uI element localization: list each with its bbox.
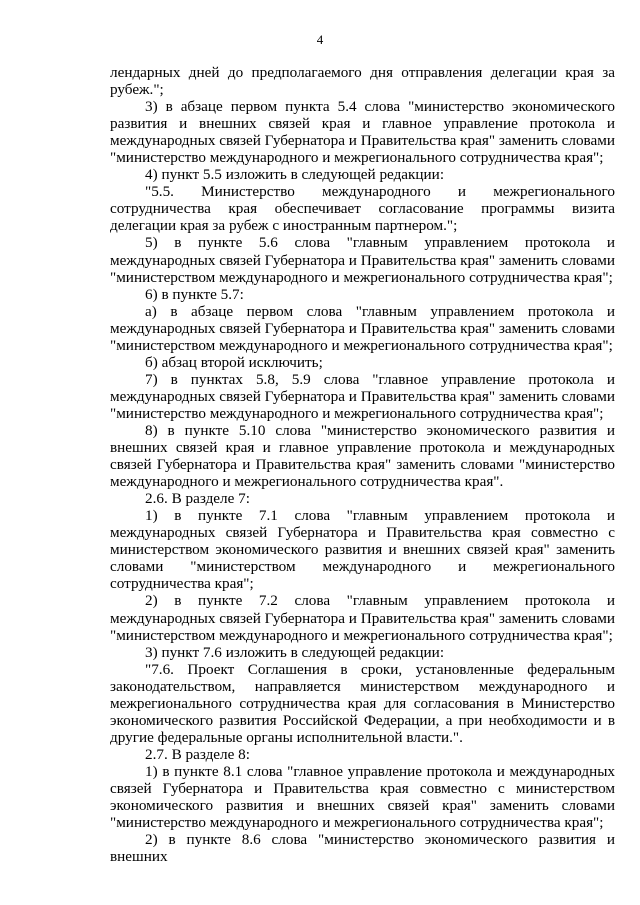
paragraph: а) в абзаце первом слова "главным управлением протокола и международных связей Губернатора и Правительства края" заменить словами "министерством международного и межрегионального сотрудничества края"; [110,302,615,354]
paragraph: 6) в пункте 5.7: [145,285,244,303]
paragraph: "7.6. Проект Соглашения в сроки, установленные федеральным законодательством, направляется министерством международного и межрегионального сотрудничества края для согласования в Министерство экономического развития Российской Федерации, а при необходимости и в другие федеральные органы исполнительной власти.". [110,660,615,746]
paragraph: 2.7. В разделе 8: [145,745,250,763]
paragraph: 7) в пунктах 5.8, 5.9 слова "главное управление протокола и международных связей Губернатора и Правительства края" заменить словами "министерство международного и межрегионального сотрудничества края"; [110,370,615,422]
paragraph: 1) в пункте 7.1 слова "главным управлением протокола и международных связей Губернатора и Правительства края совместно с министерством экономического развития и внешних связей края" заменить словами "министерством международного и межрегионального сотрудничества края"; [110,507,615,593]
paragraph: 2.6. В разделе 7: [145,490,250,508]
paragraph: 3) пункт 7.6 изложить в следующей редакции: [145,643,445,661]
paragraph: 3) в абзаце первом пункта 5.4 слова "министерство экономического развития и внешних связей края и главное управление протокола и международных связей Губернатора и Правительства края" заменить словами "министерство международного и межрегионального сотрудничества края"; [110,98,615,167]
paragraph: 1) в пункте 8.1 слова "главное управление протокола и международных связей Губернатора и Правительства края совместно с министерством экономического развития и внешних связей края" заменить словами "министерство международного и межрегионального сотрудничества края"; [110,762,615,832]
paragraph: 8) в пункте 5.10 слова "министерство экономического развития и внешних связей края и главное управление протокола и международных связей Губернатора и Правительства края" заменить словами "министерство международного и межрегионального сотрудничества края". [110,421,615,491]
paragraph: 2) в пункте 8.6 слова "министерство экономического развития и внешних [110,831,615,866]
page-number: 4 [316,32,324,47]
paragraph: 4) пункт 5.5 изложить в следующей редакции: [145,166,445,184]
paragraph: б) абзац второй исключить; [145,353,323,371]
document-body [110,64,615,865]
paragraph: лендарных дней до предполагаемого дня отправления делегации края за рубеж."; [110,64,615,99]
paragraph: 2) в пункте 7.2 слова "главным управлением протокола и международных связей Губернатора и Правительства края" заменить словами "министерством международного и межрегионального сотрудничества края"; [110,592,615,644]
paragraph: 5) в пункте 5.6 слова "главным управлением протокола и международных связей Губернатора и Правительства края" заменить словами "министерством международного и межрегионального сотрудничества края"; [110,234,615,286]
paragraph: "5.5. Министерство международного и межрегионального сотрудничества края обеспечивает согласование программы визита делегации края за рубеж с иностранным партнером."; [110,183,615,235]
